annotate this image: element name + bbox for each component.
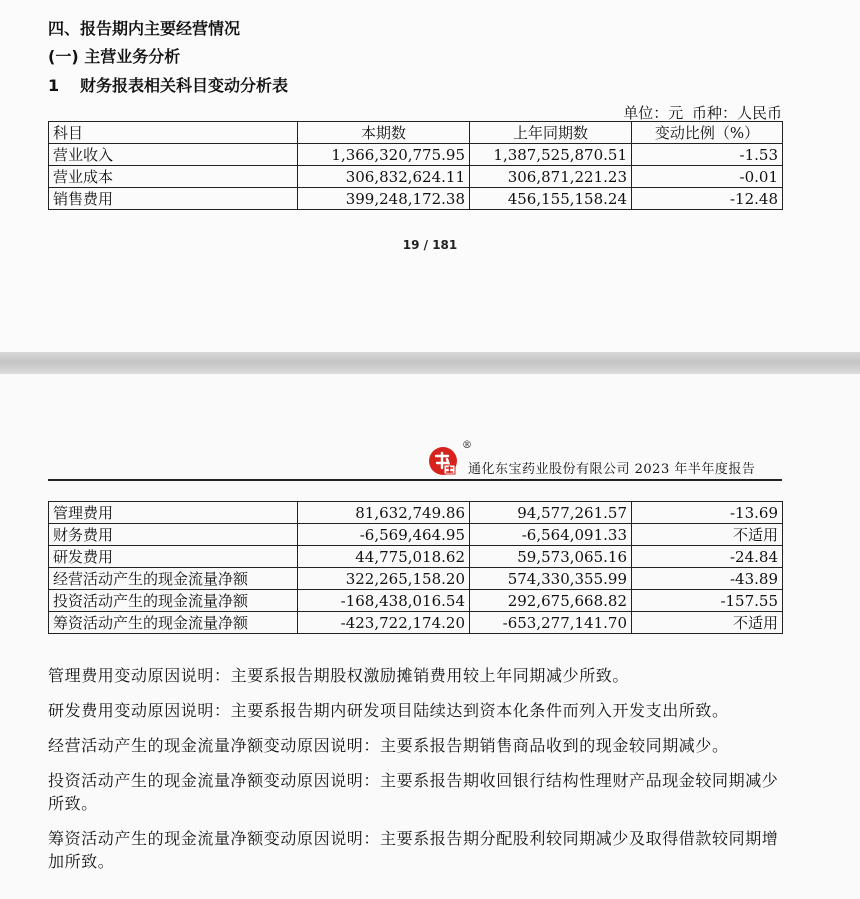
- current-period-cell: -423,722,174.20: [298, 612, 470, 634]
- change-ratio-cell: -0.01: [632, 166, 783, 188]
- prior-period-cell: 1,387,525,870.51: [470, 144, 632, 166]
- header-cell: 科目: [49, 122, 298, 144]
- currency-label: 币种：人民币: [691, 104, 782, 122]
- registered-trademark-mark: ®: [462, 440, 472, 451]
- prior-period-cell: -653,277,141.70: [470, 612, 632, 634]
- current-period-cell: 81,632,749.86: [298, 502, 470, 524]
- table-row: [49, 612, 783, 634]
- row-label-cell: 营业收入: [49, 144, 298, 166]
- change-ratio-cell: -157.55: [632, 590, 783, 612]
- row-label-cell: 研发费用: [49, 546, 298, 568]
- current-period-cell: 306,832,624.11: [298, 166, 470, 188]
- header-cell: 上年同期数: [470, 122, 632, 144]
- prior-period-cell: 59,573,065.16: [470, 546, 632, 568]
- current-period-cell: 399,248,172.38: [298, 188, 470, 210]
- current-period-cell: -168,438,016.54: [298, 590, 470, 612]
- subsection-heading: (一) 主营业务分析: [48, 47, 181, 66]
- change-ratio-cell: -43.89: [632, 568, 783, 590]
- table-row: [49, 568, 783, 590]
- row-label-cell: 销售费用: [49, 188, 298, 210]
- prior-period-cell: 94,577,261.57: [470, 502, 632, 524]
- unit-currency-line: [619, 102, 782, 123]
- table-row: [49, 166, 783, 188]
- table-header-row: [49, 122, 783, 144]
- row-label-cell: 筹资活动产生的现金流量净额: [49, 612, 298, 634]
- row-label-cell: 投资活动产生的现金流量净额: [49, 590, 298, 612]
- change-ratio-cell: 不适用: [632, 524, 783, 546]
- current-period-cell: 1,366,320,775.95: [298, 144, 470, 166]
- table-heading-title: 财务报表相关科目变动分析表: [80, 76, 289, 95]
- table-heading-number: 1: [48, 76, 60, 95]
- current-period-cell: 44,775,018.62: [298, 546, 470, 568]
- table-row: [49, 546, 783, 568]
- change-ratio-cell: -13.69: [632, 502, 783, 524]
- report-running-header: 通化东宝药业股份有限公司 2023 年半年度报告: [468, 462, 756, 477]
- unit-label: 单位：元: [623, 104, 684, 122]
- note-admin-expense: 管理费用变动原因说明：主要系报告期股权激励摊销费用较上年同期减少所致。: [48, 666, 630, 685]
- variance-explanations: [48, 664, 788, 885]
- prior-period-cell: 292,675,668.82: [470, 590, 632, 612]
- table-row: [49, 524, 783, 546]
- prior-period-cell: 574,330,355.99: [470, 568, 632, 590]
- table-row: [49, 188, 783, 210]
- header-cell: 变动比例（%）: [632, 122, 783, 144]
- row-label-cell: 财务费用: [49, 524, 298, 546]
- page-separator: [0, 352, 860, 374]
- row-label-cell: 营业成本: [49, 166, 298, 188]
- change-ratio-cell: 不适用: [632, 612, 783, 634]
- current-period-cell: -6,569,464.95: [298, 524, 470, 546]
- header-cell: 本期数: [298, 122, 470, 144]
- header-divider: [48, 479, 782, 481]
- page-number: 19 / 181: [402, 238, 458, 252]
- financial-change-table: [48, 121, 783, 210]
- document-page-19: [0, 0, 860, 352]
- note-financing-cashflow: 筹资活动产生的现金流量净额变动原因说明：主要系报告期分配股利较同期减少及取得借款较同期增加所致。: [48, 829, 779, 871]
- change-ratio-cell: -12.48: [632, 188, 783, 210]
- current-period-cell: 322,265,158.20: [298, 568, 470, 590]
- document-page-20: [0, 374, 860, 899]
- company-logo-icon: [428, 446, 458, 476]
- change-ratio-cell: -1.53: [632, 144, 783, 166]
- financial-change-table-continued: [48, 501, 783, 634]
- prior-period-cell: 456,155,158.24: [470, 188, 632, 210]
- row-label-cell: 经营活动产生的现金流量净额: [49, 568, 298, 590]
- section-heading: 四、报告期内主要经营情况: [48, 19, 241, 38]
- note-investing-cashflow: 投资活动产生的现金流量净额变动原因说明：主要系报告期收回银行结构性理财产品现金较同期减少所致。: [48, 771, 779, 813]
- prior-period-cell: -6,564,091.33: [470, 524, 632, 546]
- note-rd-expense: 研发费用变动原因说明：主要系报告期内研发项目陆续达到资本化条件而列入开发支出所致。: [48, 701, 729, 720]
- row-label-cell: 管理费用: [49, 502, 298, 524]
- prior-period-cell: 306,871,221.23: [470, 166, 632, 188]
- note-operating-cashflow: 经营活动产生的现金流量净额变动原因说明：主要系报告期销售商品收到的现金较同期减少。: [48, 736, 729, 755]
- table-row: [49, 502, 783, 524]
- change-ratio-cell: -24.84: [632, 546, 783, 568]
- table-row: [49, 590, 783, 612]
- table-row: [49, 144, 783, 166]
- table-heading: [48, 73, 288, 96]
